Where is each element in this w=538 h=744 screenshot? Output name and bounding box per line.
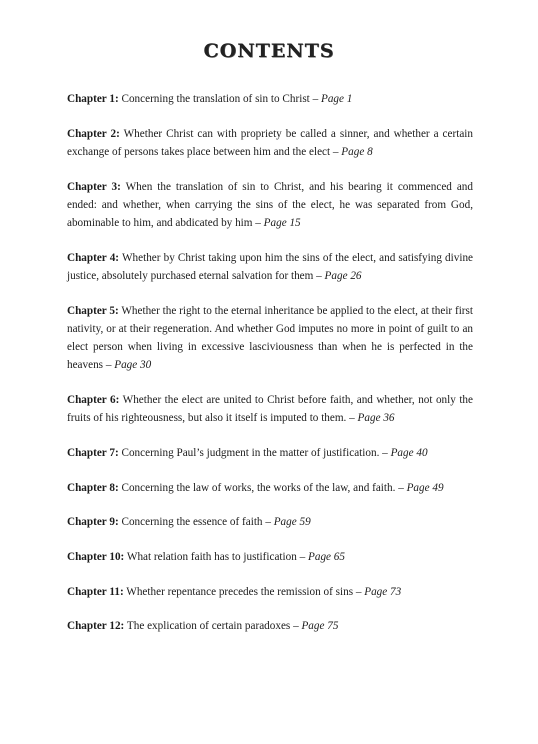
chapter-title: Concerning the law of works, the works of the law, and faith. –: [121, 481, 404, 494]
chapter-number: Chapter 10:: [67, 550, 125, 563]
chapter-number: Chapter 11:: [67, 585, 124, 598]
page-reference: Page 65: [308, 550, 345, 563]
toc-entry-2: [67, 125, 473, 161]
chapter-number: Chapter 5:: [67, 304, 119, 317]
toc-entry-3: [67, 178, 473, 233]
page-reference: Page 49: [406, 481, 444, 494]
chapter-number: Chapter 12:: [67, 620, 125, 633]
chapter-number: Chapter 9:: [67, 516, 119, 529]
table-of-contents: [67, 90, 473, 652]
page-title: CONTENTS: [203, 40, 335, 62]
chapter-title: What relation faith has to justification –: [126, 550, 306, 563]
chapter-number: Chapter 8:: [67, 481, 119, 494]
chapter-number: Chapter 7:: [67, 446, 119, 459]
toc-entry-12: [67, 617, 473, 635]
toc-entry-8: [67, 479, 473, 497]
chapter-title: Concerning the essence of faith –: [121, 516, 271, 529]
page-reference: Page 73: [364, 585, 402, 598]
chapter-title: The explication of certain paradoxes –: [126, 620, 299, 633]
chapter-number: Chapter 4:: [67, 251, 120, 264]
chapter-number: Chapter 1:: [67, 93, 119, 105]
page-reference: Page 1: [320, 93, 353, 105]
chapter-title: Whether repentance precedes the remission of sins –: [126, 585, 362, 598]
chapter-title: Concerning Paul’s judgment in the matter of justification. –: [121, 446, 388, 459]
page-reference: Page 26: [324, 269, 362, 282]
toc-entry-9: [67, 513, 473, 531]
page-reference: Page 59: [273, 516, 311, 529]
page-reference: Page 15: [263, 217, 301, 230]
chapter-title: Whether Christ can with propriety be called a sinner, and whether a certain exchange of persons takes place between him and the elect –: [67, 127, 473, 158]
page-reference: Page 8: [341, 145, 373, 158]
toc-entry-1: [67, 90, 473, 108]
toc-entry-11: [67, 583, 473, 601]
chapter-number: Chapter 3:: [67, 180, 121, 193]
chapter-title: When the translation of sin to Christ, and his bearing it commenced and ended: and whether, when carrying the sins of the elect, he was separated from God, abominable to him, and abdicated by him –: [67, 180, 473, 230]
toc-entry-7: [67, 444, 473, 462]
chapter-title: Concerning the translation of sin to Christ –: [121, 93, 319, 105]
page-reference: Page 40: [390, 446, 428, 459]
chapter-title: Whether the elect are united to Christ before faith, and whether, not only the fruits of his righteousness, but also it itself is imputed to them. –: [67, 393, 473, 425]
toc-entry-6: [67, 391, 473, 427]
page-reference: Page 36: [357, 412, 395, 425]
chapter-number: Chapter 6:: [67, 393, 120, 406]
page-reference: Page 30: [114, 359, 152, 372]
page-reference: Page 75: [301, 620, 339, 633]
toc-entry-4: [67, 249, 473, 285]
chapter-title: Whether by Christ taking upon him the sins of the elect, and satisfying divine justice, absolutely purchased eternal salvation for them –: [67, 251, 474, 282]
chapter-title: Whether the right to the eternal inheritance be applied to the elect, at their first nativity, or at their regeneration. And whether God imputes no more in point of guilt to an elect person when living in excessive lasciviousness than when he is perfected in the heavens –: [67, 304, 473, 372]
toc-entry-10: [67, 548, 473, 566]
chapter-number: Chapter 2:: [67, 127, 120, 140]
toc-entry-5: [67, 302, 473, 375]
